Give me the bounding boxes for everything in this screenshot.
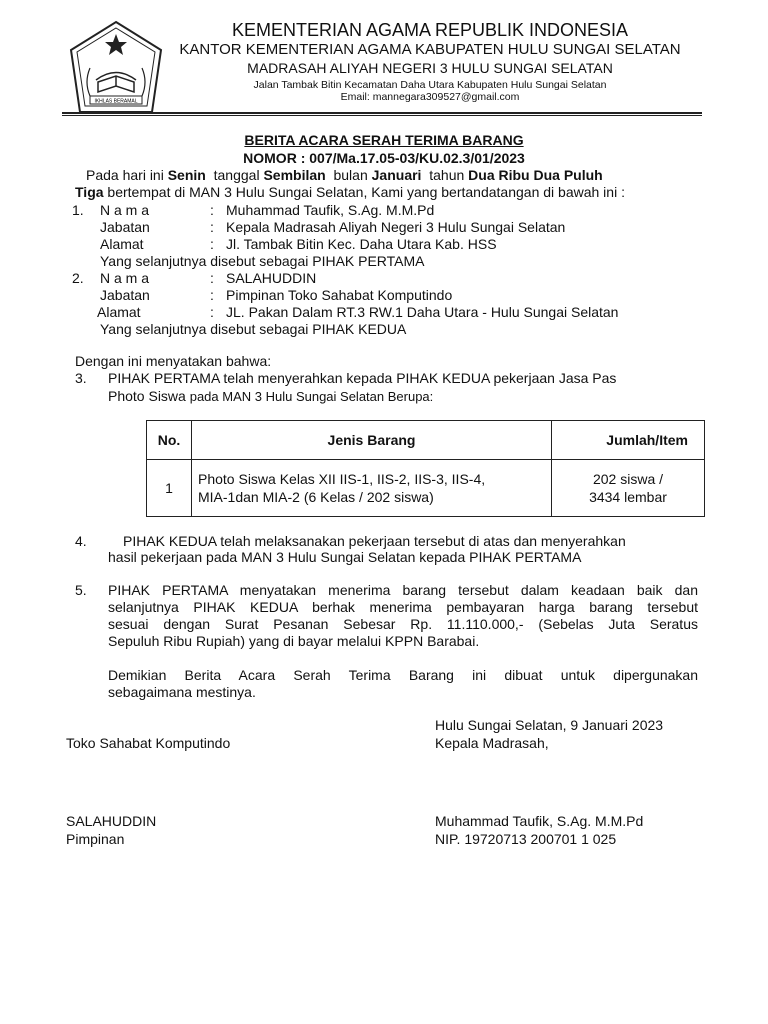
document-number: NOMOR : 007/Ma.17.05-03/KU.02.3/01/2023 (243, 150, 525, 166)
point4-line2: hasil pekerjaan pada MAN 3 Hulu Sungai Selatan kepada PIHAK PERTAMA (108, 549, 582, 565)
letterhead-office: KANTOR KEMENTERIAN AGAMA KABUPATEN HULU SUNGAI SELATAN (179, 41, 681, 58)
cell-item: Photo Siswa Kelas XII IIS-1, IIS-2, IIS-3, IIS-4, MIA-1dan MIA-2 (6 Kelas / 202 siswa) (192, 460, 552, 517)
cell-qty: 202 siswa / 3434 lembar (552, 460, 705, 517)
point5-line1: PIHAK PERTAMA menyatakan menerima barang tersebut dalam keadaan baik dan (108, 582, 698, 598)
signature-right-nip: NIP. 19720713 200701 1 025 (435, 831, 617, 847)
table-header-row (147, 421, 705, 460)
table-row (147, 460, 705, 517)
svg-text:IKHLAS BERAMAL: IKHLAS BERAMAL (94, 98, 138, 105)
signature-right-title: Kepala Madrasah, (435, 735, 549, 751)
party2-name-label: N a m a (100, 270, 150, 286)
letterhead-ministry: KEMENTERIAN AGAMA REPUBLIK INDONESIA (231, 20, 629, 40)
party2-name: SALAHUDDIN (226, 270, 317, 286)
closing-line2: sebagaimana mestinya. (108, 684, 256, 700)
intro-line-2: Tiga bertempat di MAN 3 Hulu Sungai Selatan, Kami yang bertandatangan di bawah ini : (75, 184, 625, 200)
party1-job-label: Jabatan (100, 219, 150, 235)
signature-left-name: SALAHUDDIN (66, 813, 157, 829)
intro-line-1: Pada hari ini Senin tanggal Sembilan bulan Januari tahun Dua Ribu Dua Puluh (86, 167, 603, 183)
colon: : (210, 202, 214, 218)
signature-place-date: Hulu Sungai Selatan, 9 Januari 2023 (435, 717, 664, 733)
point4-line1: PIHAK KEDUA telah melaksanakan pekerjaan tersebut di atas dan menyerahkan (123, 533, 626, 549)
document-title: BERITA ACARA SERAH TERIMA BARANG (244, 132, 524, 148)
party1-address-label: Alamat (100, 236, 144, 252)
point3-line2: Photo Siswa pada MAN 3 Hulu Sungai Selatan Berupa: (108, 388, 434, 404)
party2-role: Yang selanjutnya disebut sebagai PIHAK KEDUA (100, 321, 407, 337)
party2-number: 2. (72, 270, 84, 286)
party1-name-label: N a m a (100, 202, 150, 218)
signature-left-role: Pimpinan (66, 831, 125, 847)
party1-job: Kepala Madrasah Aliyah Negeri 3 Hulu Sungai Selatan (226, 219, 566, 235)
letterhead-address: Jalan Tambak Bitin Kecamatan Daha Utara Kabupaten Hulu Sungai Selatan (253, 79, 607, 91)
statement-intro: Dengan ini menyatakan bahwa: (75, 353, 272, 369)
point5-number: 5. (75, 582, 87, 598)
closing-line1: Demikian Berita Acara Serah Terima Barang ini dibuat untuk dipergunakan (108, 667, 698, 683)
point3-number: 3. (75, 370, 87, 386)
party1-role: Yang selanjutnya disebut sebagai PIHAK PERTAMA (100, 253, 425, 269)
point5-line3: sesuai dengan Surat Pesanan Sebesar Rp. 11.110.000,- (Sebelas Juta Seratus (108, 616, 698, 632)
colon: : (210, 236, 214, 252)
party2-job: Pimpinan Toko Sahabat Komputindo (226, 287, 453, 303)
letterhead-rule-thin (62, 115, 702, 116)
colon: : (210, 287, 214, 303)
letterhead-rule (62, 112, 702, 114)
letterhead-school: MADRASAH ALIYAH NEGERI 3 HULU SUNGAI SELATAN (247, 60, 613, 76)
letterhead-email (110, 91, 750, 103)
cell-no: 1 (147, 460, 192, 517)
colon: : (210, 219, 214, 235)
column-header-no: No. (147, 421, 192, 460)
party2-address: JL. Pakan Dalam RT.3 RW.1 Daha Utara - Hulu Sungai Selatan (226, 304, 619, 320)
party2-job-label: Jabatan (100, 287, 150, 303)
point3-line1: PIHAK PERTAMA telah menyerahkan kepada PIHAK KEDUA pekerjaan Jasa Pas (108, 370, 617, 386)
email-address: mannegara309527@gmail.com (372, 91, 520, 103)
party2-address-label: Alamat (97, 304, 141, 320)
party1-name: Muhammad Taufik, S.Ag. M.M.Pd (226, 202, 435, 218)
party1-number: 1. (72, 202, 84, 218)
point5-line4: Sepuluh Ribu Rupiah) yang di bayar melalui KPPN Barabai. (108, 633, 480, 649)
colon: : (210, 304, 214, 320)
point5-line2: selanjutnya PIHAK KEDUA berhak menerima pembayaran harga barang tersebut (108, 599, 698, 615)
party1-address: Jl. Tambak Bitin Kec. Daha Utara Kab. HSS (226, 236, 497, 252)
point4-number: 4. (75, 533, 87, 549)
column-header-qty: Jumlah/Item (552, 421, 705, 460)
items-table (146, 420, 705, 517)
signature-right-name: Muhammad Taufik, S.Ag. M.M.Pd (435, 813, 644, 829)
column-header-item: Jenis Barang (192, 421, 552, 460)
email-label: Email: (340, 91, 370, 103)
signature-left-org: Toko Sahabat Komputindo (66, 735, 231, 751)
colon: : (210, 270, 214, 286)
